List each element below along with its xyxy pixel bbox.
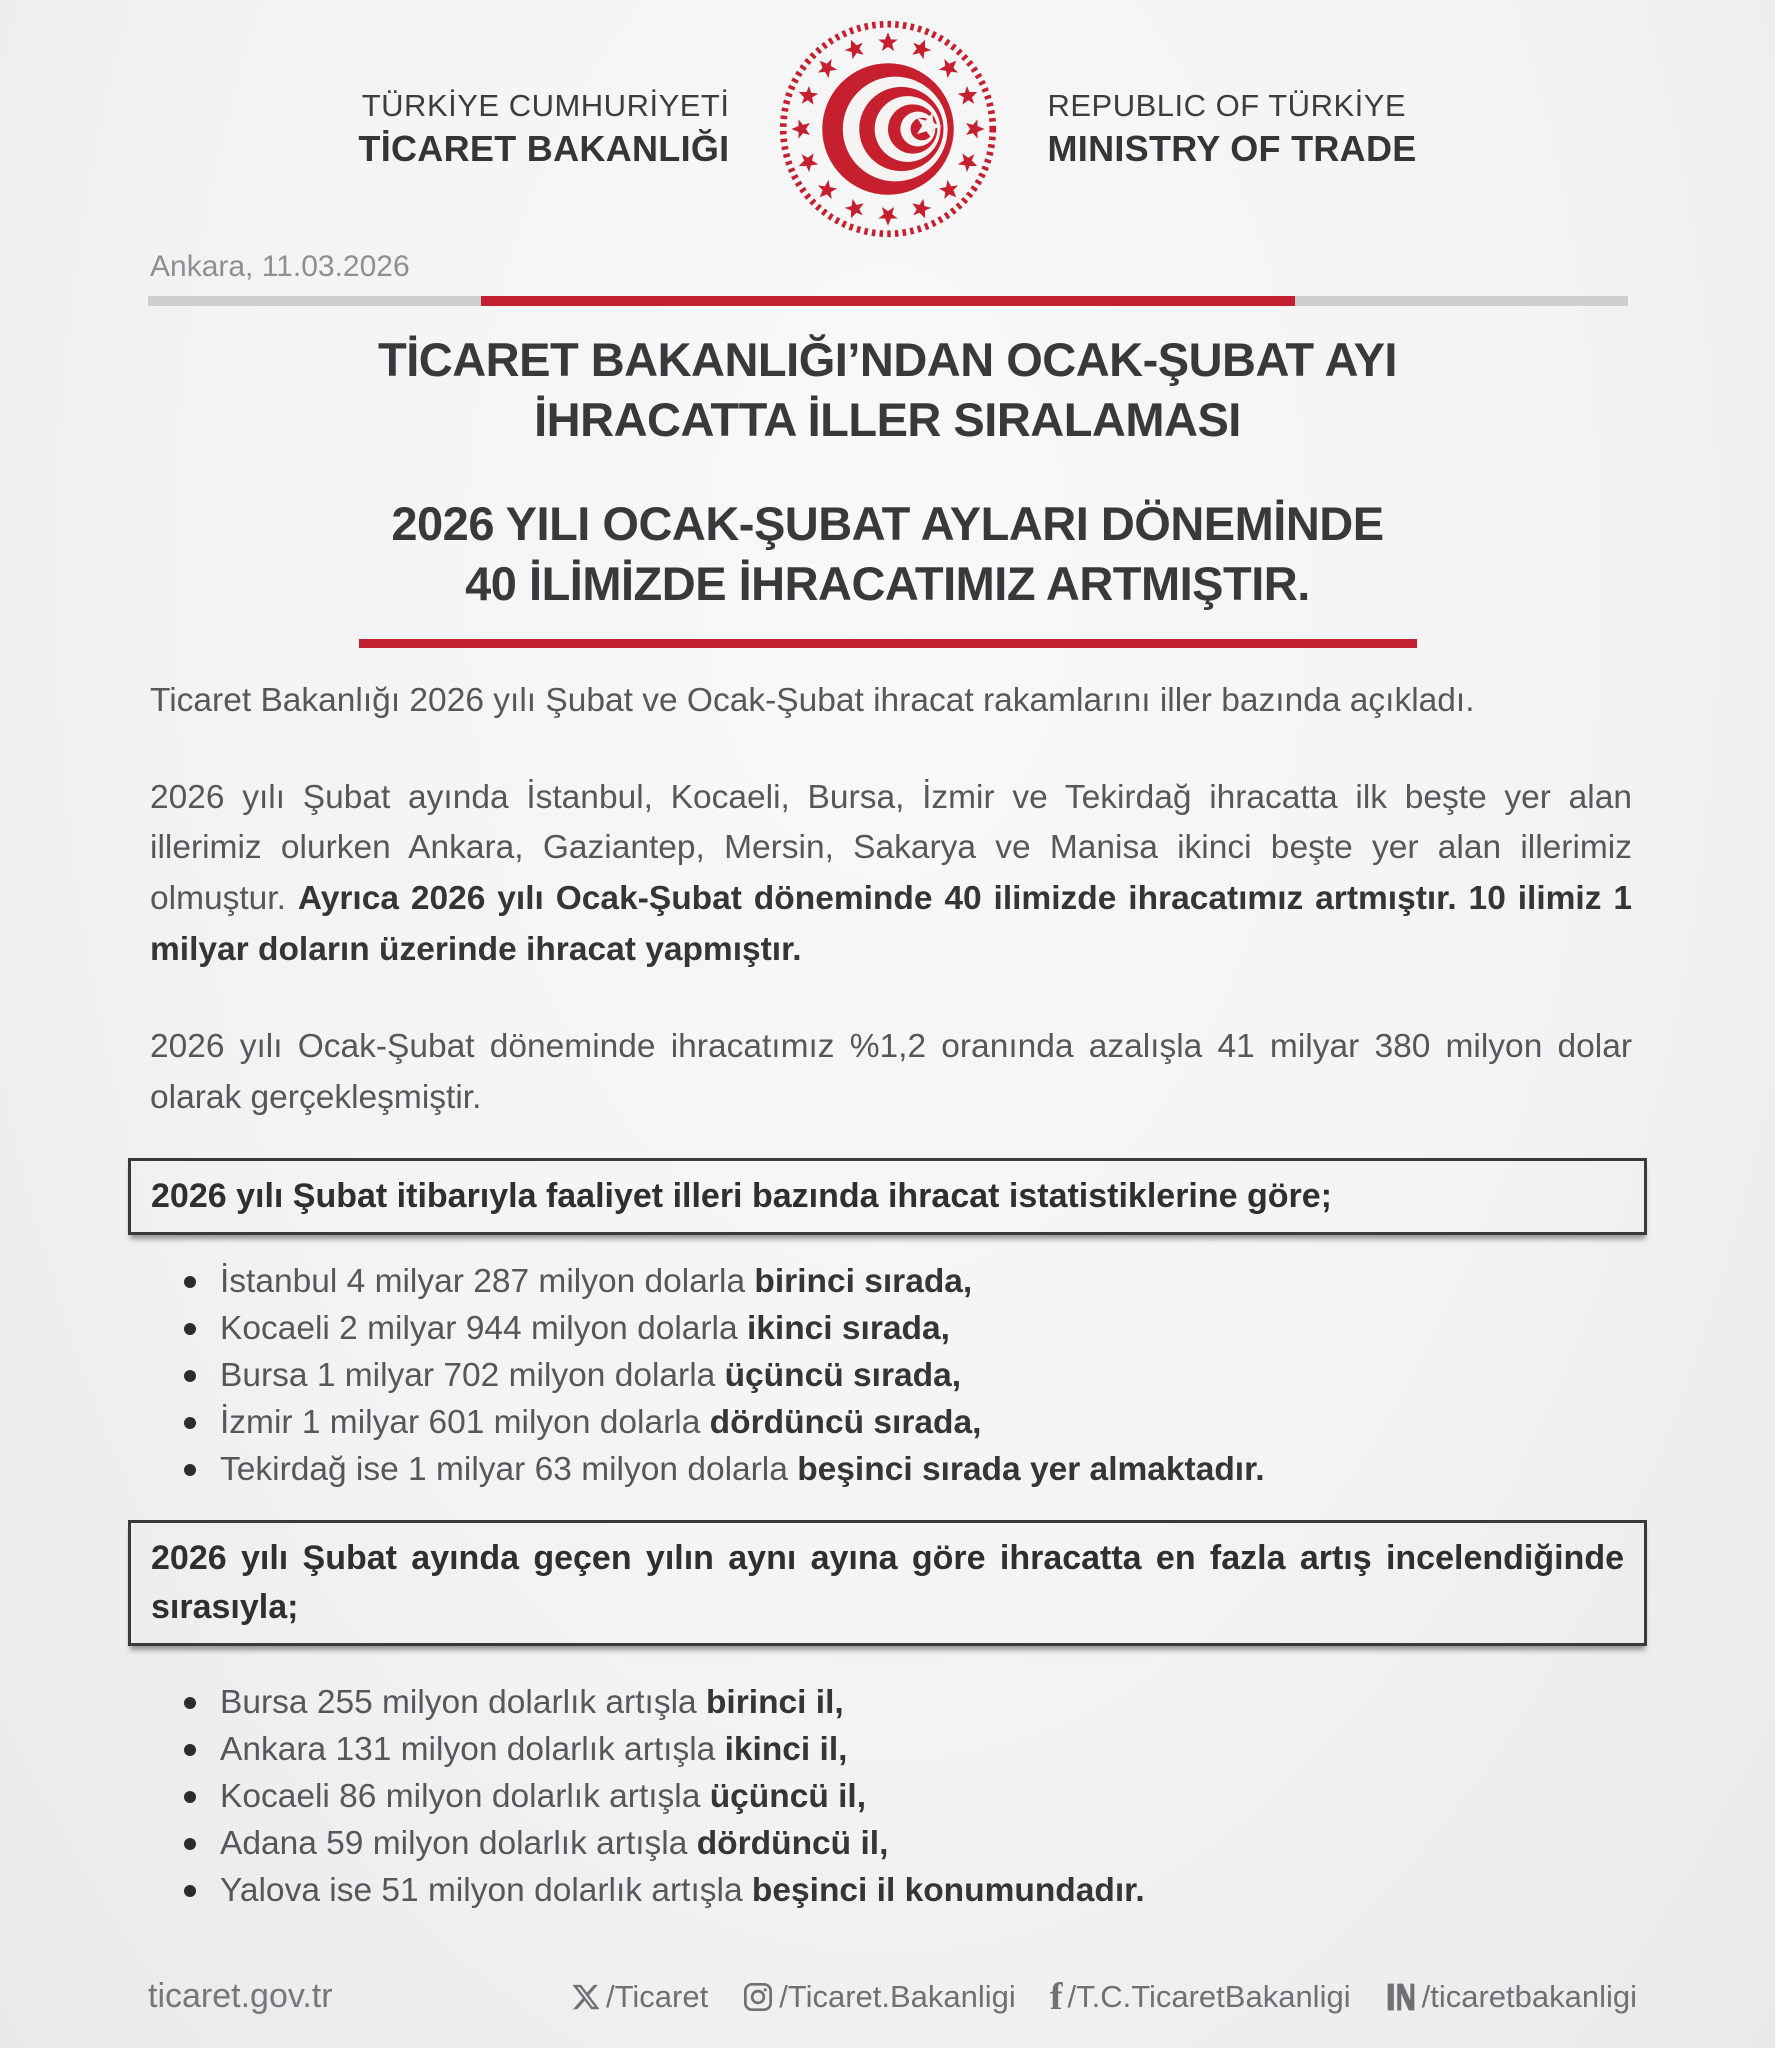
social-x	[571, 1979, 708, 2015]
page-subtitle	[0, 494, 1775, 614]
list-item	[150, 1306, 1630, 1353]
paragraph-rankings-bold: Ayrıca 2026 yılı Ocak-Şubat döneminde 40 ilimizde ihracatımız artmıştır. 10 ilimiz 1 milyar doların üzerinde ihracat yapmıştır.	[150, 880, 1632, 969]
list-item-bold: beşinci sırada yer almaktadır.	[797, 1450, 1265, 1488]
paragraph-intro: Ticaret Bakanlığı 2026 yılı Şubat ve Ocak-Şubat ihracat rakamlarını iller bazında açıkladı.	[150, 681, 1475, 719]
facebook-icon: f	[1049, 1975, 1063, 2018]
list-item-bold: üçüncü sırada,	[724, 1357, 962, 1395]
list-item-bold: birinci sırada,	[754, 1263, 973, 1301]
subtitle-underline	[359, 639, 1417, 648]
footer	[148, 1977, 1637, 2016]
paragraph-rankings-regular: 2026 yılı Şubat ayında İstanbul, Kocaeli, Bursa, İzmir ve Tekirdağ ihracatta ilk beşte yer alan illerimiz olurken Ankara, Gaziantep, Mersin, Sakarya ve Manisa ikinci beşte yer alan illerimiz olmuştur.	[150, 778, 1632, 918]
list-item-text: Kocaeli 2 milyar 944 milyon dolarla	[220, 1310, 747, 1348]
list-item	[150, 1400, 1630, 1447]
list-item-bold: birinci il,	[705, 1684, 844, 1722]
republic-name-en: REPUBLIC OF TÜRKİYE	[1047, 88, 1407, 124]
header	[0, 0, 1775, 242]
list-item-text: Kocaeli 86 milyon dolarlık artışla	[220, 1778, 710, 1816]
list-item-text: İzmir 1 milyar 601 milyon dolarla	[220, 1403, 710, 1441]
info-box-province-stats: 2026 yılı Şubat itibarıyla faaliyet illeri bazında ihracat istatistiklerine göre;	[128, 1158, 1647, 1235]
divider-bar-red-segment	[481, 296, 1295, 306]
list-item-text: Ankara 131 milyon dolarlık artışla	[220, 1731, 725, 1769]
instagram-icon	[742, 1981, 774, 2013]
list-item	[150, 1774, 1630, 1821]
list-item	[150, 1353, 1630, 1400]
ministry-name-tr: TİCARET BAKANLIĞI	[358, 127, 730, 169]
list-item-text: Yalova ise 51 milyon dolarlık artışla	[220, 1871, 752, 1909]
list-item-text: Tekirdağ ise 1 milyar 63 milyon dolarla	[220, 1450, 798, 1488]
province-increase-ranking-list	[150, 1680, 1630, 1914]
dateline: Ankara, 11.03.2026	[150, 250, 410, 283]
header-right-block	[1047, 87, 1416, 171]
info-box-increase-stats: 2026 yılı Şubat ayında geçen yılın aynı ayına göre ihracatta en fazla artış incelendiğinde sırasıyla;	[128, 1520, 1647, 1647]
paragraph-rankings	[150, 773, 1632, 977]
page-title-line2: İHRACATTA İLLER SIRALAMASI	[534, 393, 1241, 447]
social-nsosyal	[1385, 1979, 1637, 2015]
x-icon	[571, 1982, 601, 2012]
province-export-ranking-list	[150, 1259, 1630, 1493]
social-nsosyal-handle: /ticaretbakanligi	[1421, 1978, 1637, 2014]
list-item-bold: dördüncü sırada,	[709, 1403, 982, 1441]
paragraph-total-export: 2026 yılı Ocak-Şubat döneminde ihracatımız %1,2 oranında azalışla 41 milyar 380 milyon dolar olarak gerçekleşmiştir.	[150, 1028, 1632, 1117]
social-facebook	[1049, 1975, 1351, 2018]
list-item-text: İstanbul 4 milyar 287 milyon dolarla	[220, 1263, 755, 1301]
website-url: ticaret.gov.tr	[148, 1977, 333, 2015]
list-item-bold: üçüncü il,	[709, 1778, 867, 1816]
list-item-text: Bursa 1 milyar 702 milyon dolarla	[220, 1357, 725, 1395]
header-left-block	[358, 87, 729, 171]
ministry-of-trade-emblem-icon	[775, 16, 1001, 242]
list-item-text: Adana 59 milyon dolarlık artışla	[220, 1824, 697, 1862]
nsosyal-icon	[1385, 1981, 1417, 2013]
social-instagram	[742, 1979, 1016, 2015]
list-item-bold: dördüncü il,	[696, 1824, 889, 1862]
social-facebook-handle: /T.C.TicaretBakanligi	[1067, 1978, 1351, 2014]
list-item	[150, 1727, 1630, 1774]
list-item	[150, 1447, 1630, 1494]
divider-bar	[148, 296, 1628, 306]
list-item	[150, 1868, 1630, 1915]
social-links	[571, 1975, 1637, 2018]
social-x-handle: /Ticaret	[605, 1978, 709, 2014]
list-item-bold: beşinci il konumundadır.	[751, 1871, 1145, 1909]
list-item	[150, 1821, 1630, 1868]
list-item-bold: ikinci il,	[724, 1731, 848, 1769]
republic-name-tr: TÜRKİYE CUMHURİYETİ	[361, 88, 730, 124]
list-item-bold: ikinci sırada,	[746, 1310, 950, 1348]
ministry-name-en: MINISTRY OF TRADE	[1047, 127, 1417, 169]
page-title	[0, 330, 1775, 450]
page-subtitle-line1: 2026 YILI OCAK-ŞUBAT AYLARI DÖNEMİNDE	[391, 497, 1384, 551]
list-item	[150, 1680, 1630, 1727]
list-item-text: Bursa 255 milyon dolarlık artışla	[220, 1684, 706, 1722]
social-instagram-handle: /Ticaret.Bakanligi	[779, 1978, 1016, 2014]
page-subtitle-line2: 40 İLİMİZDE İHRACATIMIZ ARTMIŞTIR.	[465, 557, 1310, 611]
list-item	[150, 1259, 1630, 1306]
page-title-line1: TİCARET BAKANLIĞI’NDAN OCAK-ŞUBAT AYI	[378, 333, 1397, 386]
